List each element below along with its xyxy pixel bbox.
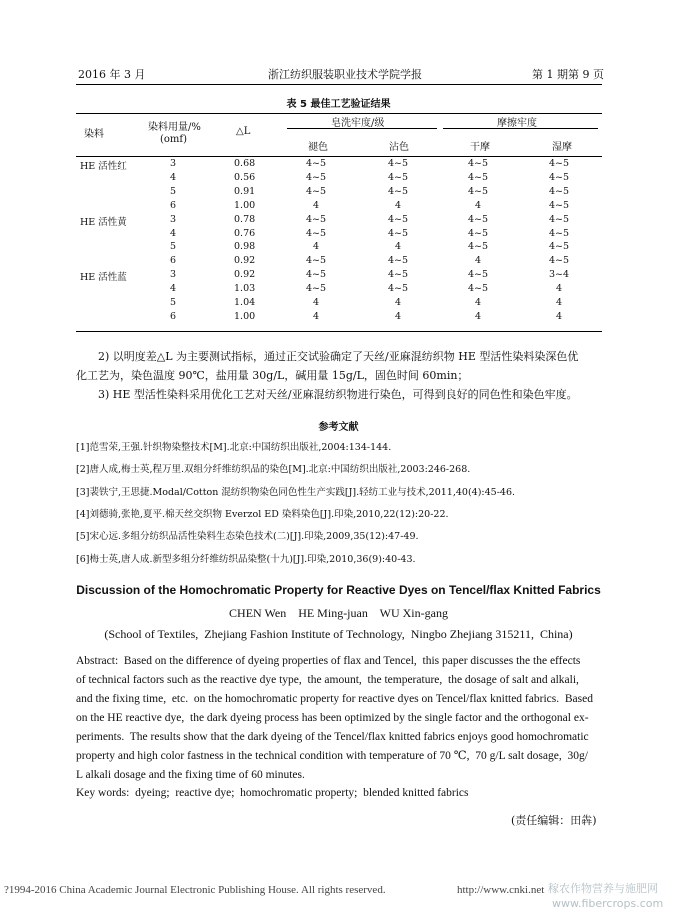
table-cell-wet: 4~5 <box>548 241 570 253</box>
reference-item: [6]梅士英,唐人成.新型多组分纤维纺织品染整(十九)[J].印染,2010,36(9):40-43. <box>76 554 416 565</box>
table-cell-fade: 4 <box>312 199 320 211</box>
english-abstract <box>76 652 616 785</box>
table-cell-dye: HE 活性蓝 <box>80 272 127 284</box>
table-cell-dosage: 5 <box>170 241 177 253</box>
table-row <box>76 311 602 325</box>
table-cell-dry: 4~5 <box>467 227 489 239</box>
th-rub-wet: 湿摩 <box>552 142 572 153</box>
table-cell-dry: 4~5 <box>467 213 489 225</box>
table-cell-stain: 4 <box>394 310 402 322</box>
table-cell-wet: 3~4 <box>548 269 570 281</box>
footer-url[interactable]: http://www.cnki.net <box>457 884 545 896</box>
th-delta-l: △L <box>236 126 251 137</box>
table-row <box>76 255 602 269</box>
table-cell-fade: 4~5 <box>305 158 327 169</box>
reference-item: [1]范雪荣,王强.针织物染整技术[M].北京:中国纺织出版社,2004:134-144. <box>76 442 392 453</box>
table-cell-stain: 4~5 <box>387 185 409 197</box>
table-cell-dl: 0.56 <box>234 171 256 183</box>
table-row <box>76 241 602 255</box>
table-cell-dye: HE 活性黄 <box>80 216 127 228</box>
table-header-rule <box>76 156 602 157</box>
table-cell-stain: 4~5 <box>387 171 409 183</box>
english-affiliation: (School of Textiles, Zhejiang Fashion Institute of Technology, Ningbo Zhejiang 315211, China) <box>104 627 573 641</box>
table-cell-fade: 4~5 <box>305 185 327 197</box>
table-cell-dl: 1.03 <box>234 283 256 295</box>
abstract-line: Abstract: Based on the difference of dyeing properties of flax and Tencel, this paper discusses the the effects <box>76 655 581 667</box>
table-cell-dry: 4~5 <box>467 241 489 253</box>
table-cell-dosage: 3 <box>170 269 177 281</box>
table-cell-stain: 4~5 <box>387 255 409 267</box>
th-dosage: 染料用量/% <box>148 122 201 133</box>
table-cell-dl: 1.00 <box>234 310 256 322</box>
editor-note: (责任编辑：田犇) <box>511 814 597 827</box>
reference-item: [2]唐人成,梅士英,程万里.双组分纤维纺织品的染色[M].北京:中国纺织出版社,2003:246-268. <box>76 464 471 475</box>
table-caption: 表 5 最佳工艺验证结果 <box>286 99 391 110</box>
table-cell-dl: 0.78 <box>234 213 256 225</box>
table-row <box>76 269 602 283</box>
table-cell-fade: 4~5 <box>305 227 327 239</box>
table-cell-dry: 4~5 <box>467 283 489 295</box>
table-cell-dry: 4 <box>474 310 482 322</box>
table-cell-stain: 4~5 <box>387 283 409 295</box>
table-cell-wet: 4~5 <box>548 213 570 225</box>
table-cell-dry: 4~5 <box>467 185 489 197</box>
table-cell-wet: 4~5 <box>548 199 570 211</box>
table-cell-dye: HE 活性红 <box>80 161 127 172</box>
th-soap-group: 皂洗牢度/级 <box>331 118 385 129</box>
th-dosage-unit: (omf) <box>160 134 188 145</box>
th-dye: 染料 <box>84 129 104 140</box>
footer-copyright: ?1994-2016 China Academic Journal Electronic Publishing House. All rights reserved. <box>4 884 386 896</box>
table-cell-dosage: 6 <box>170 310 177 322</box>
table-cell-dosage: 4 <box>170 171 177 183</box>
table-row <box>76 214 602 228</box>
abstract-line: periments. The results show that the dark dyeing of the Tencel/flax knitted fabrics enjoys good homochromatic <box>76 731 589 743</box>
table-cell-fade: 4 <box>312 241 320 253</box>
table-cell-dl: 1.04 <box>234 297 256 308</box>
table-cell-stain: 4~5 <box>387 227 409 239</box>
table-cell-dl: 0.98 <box>234 241 256 253</box>
table-cell-dl: 1.00 <box>234 199 256 211</box>
table-bottom-rule <box>76 331 602 332</box>
table-cell-wet: 4~5 <box>548 227 570 239</box>
table-cell-dl: 0.91 <box>234 185 256 197</box>
table-cell-stain: 4 <box>394 199 402 211</box>
table-cell-stain: 4~5 <box>387 269 409 281</box>
reference-item: [4]刘德骑,张艳,夏平.棉天丝交织物 Everzol ED 染料染色[J].印染,2010,22(12):20-22. <box>76 509 449 520</box>
table-row <box>76 228 602 242</box>
watermark-line1: 稼农作物营养与施肥网 <box>548 882 658 895</box>
table-cell-dry: 4~5 <box>467 269 489 281</box>
table-row <box>76 200 602 214</box>
table-cell-wet: 4 <box>555 310 563 322</box>
table-row <box>76 158 602 172</box>
table-row <box>76 186 602 200</box>
table-cell-dry: 4 <box>474 297 482 308</box>
table-cell-dosage: 5 <box>170 297 177 308</box>
header-journal: 浙江纺织服装职业技术学院学报 <box>268 68 422 81</box>
table-cell-fade: 4~5 <box>305 269 327 281</box>
watermark-line2: www.fibercrops.com <box>552 897 664 910</box>
table-cell-stain: 4~5 <box>387 213 409 225</box>
table-cell-wet: 4~5 <box>548 185 570 197</box>
abstract-line: of technical factors such as the reactive dye type, the amount, the temperature, the dosage of salt and alkali, <box>76 674 579 686</box>
table-cell-stain: 4 <box>394 241 402 253</box>
th-soap-stain: 沾色 <box>389 142 409 153</box>
reference-item: [3]裴铁宁,王思捷.Modal/Cotton 混纺织物染色同色性生产实践[J].轻纺工业与技术,2011,40(4):45-46. <box>76 487 516 498</box>
reference-item: [5]宋心远.多组分纺织品活性染料生态染色技术(二)[J].印染,2009,35(12):47-49. <box>76 531 419 542</box>
english-title: Discussion of the Homochromatic Property for Reactive Dyes on Tencel/flax Knitted Fabrics <box>76 583 601 597</box>
table-cell-dl: 0.76 <box>234 227 256 239</box>
table-cell-dosage: 4 <box>170 283 177 295</box>
table-cell-fade: 4 <box>312 297 320 308</box>
table-cell-fade: 4~5 <box>305 213 327 225</box>
table-row <box>76 297 602 311</box>
table-cell-dl: 0.92 <box>234 269 256 281</box>
table-cell-wet: 4~5 <box>548 158 570 169</box>
conclusion-2-line1: 2) 以明度差△L 为主要测试指标，通过正交试验确定了天丝/亚麻混纺织物 HE 型活性染料染深色优 <box>98 350 579 363</box>
abstract-line: on the HE reactive dye, the dark dyeing process has been optimized by the single factor and the orthogonal ex- <box>76 712 589 724</box>
references-title: 参考文献 <box>318 422 359 433</box>
table-cell-dry: 4 <box>474 199 482 211</box>
abstract-line: L alkali dosage and the fixing time of 60 minutes. <box>76 769 305 781</box>
abstract-line: and the fixing time, etc. on the homochromatic property for reactive dyes on Tencel/flax knitted fabrics. Based <box>76 693 593 705</box>
table-row <box>76 283 602 297</box>
table-row <box>76 172 602 186</box>
table-cell-fade: 4~5 <box>305 255 327 267</box>
table-cell-fade: 4 <box>312 310 320 322</box>
table-cell-wet: 4 <box>555 297 563 308</box>
conclusion-3: 3) HE 型活性染料采用优化工艺对天丝/亚麻混纺织物进行染色，可得到良好的同色性和染色牢度。 <box>98 388 578 401</box>
abstract-line: property and high color fastness in the technical condition with temperature of 70 ℃, 70 g/L salt dosage, 30g/ <box>76 750 588 762</box>
table-cell-dl: 0.92 <box>234 255 256 267</box>
header-rule <box>76 84 602 85</box>
th-rub-dry: 干摩 <box>470 142 490 153</box>
english-keywords: Key words: dyeing; reactive dye; homochromatic property; blended knitted fabrics <box>76 787 469 799</box>
table-cell-dry: 4 <box>474 255 482 267</box>
table-cell-dosage: 6 <box>170 255 177 267</box>
th-soap-fade: 褪色 <box>308 142 328 153</box>
table-cell-dosage: 3 <box>170 213 177 225</box>
table-cell-dl: 0.68 <box>234 158 256 169</box>
table-cell-fade: 4~5 <box>305 283 327 295</box>
table-cell-dosage: 4 <box>170 227 177 239</box>
table-cell-dosage: 5 <box>170 185 177 197</box>
table-cell-fade: 4~5 <box>305 171 327 183</box>
table-cell-wet: 4~5 <box>548 255 570 267</box>
table-cell-dry: 4~5 <box>467 171 489 183</box>
table-cell-wet: 4~5 <box>548 171 570 183</box>
table-cell-dosage: 3 <box>170 158 177 169</box>
header-issue: 第 1 期第 9 页 <box>532 68 604 81</box>
conclusion-2-line2: 化工艺为，染色温度 90℃，盐用量 30g/L，碱用量 15g/L，固色时间 60min； <box>76 369 469 382</box>
english-authors: CHEN Wen HE Ming-juan WU Xin-gang <box>229 606 448 620</box>
table-cell-stain: 4 <box>394 297 402 308</box>
table-cell-stain: 4~5 <box>387 158 409 169</box>
table-cell-dry: 4~5 <box>467 158 489 169</box>
header-date: 2016 年 3 月 <box>78 68 146 81</box>
th-rub-group: 摩擦牢度 <box>497 118 537 129</box>
table-cell-wet: 4 <box>555 283 563 295</box>
table-cell-dosage: 6 <box>170 199 177 211</box>
